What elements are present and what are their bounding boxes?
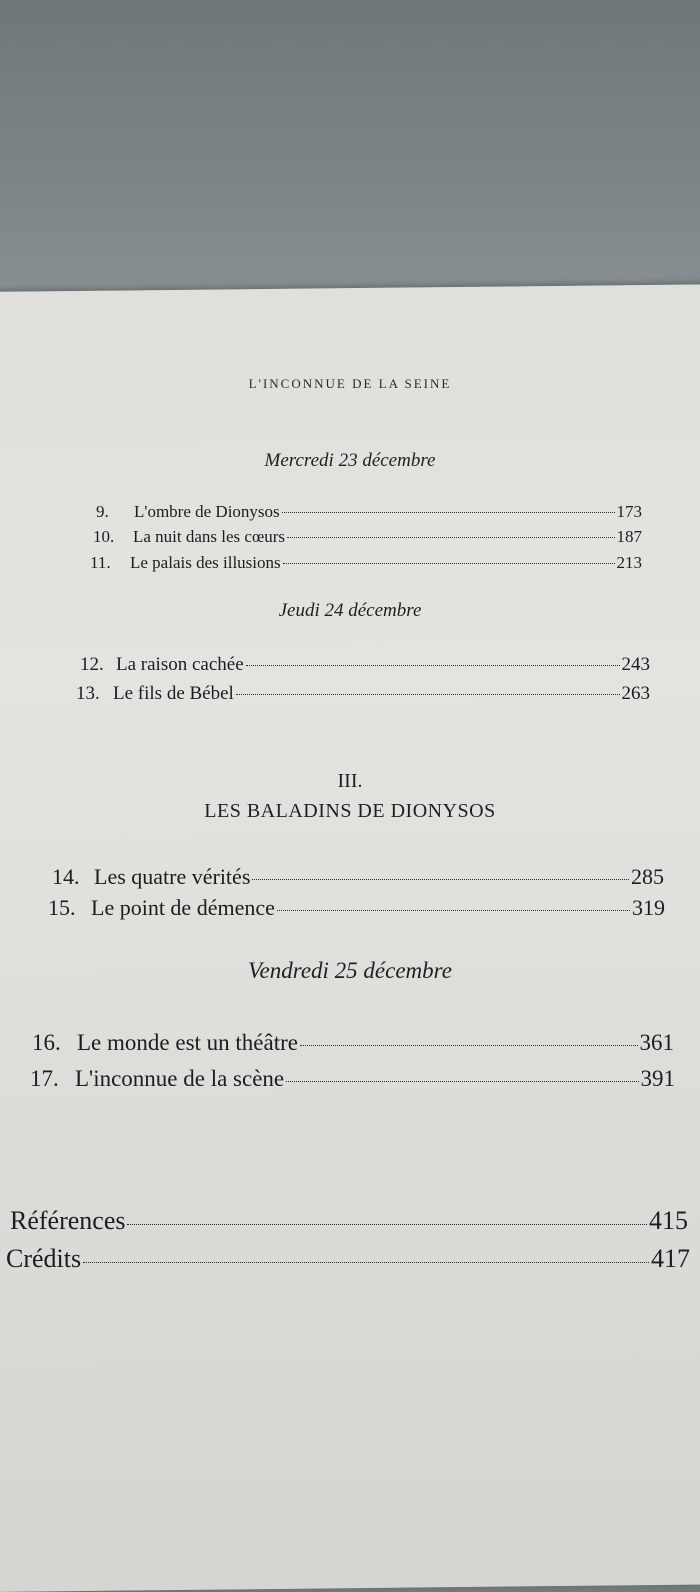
toc-entry-12 bbox=[80, 654, 650, 676]
dot-leader bbox=[283, 563, 615, 564]
entry-number: 16. bbox=[32, 1030, 61, 1055]
entry-title: Les quatre vérités bbox=[94, 864, 251, 889]
entry-number: 12. bbox=[80, 654, 104, 675]
dot-leader bbox=[287, 537, 614, 538]
toc-entry-9 bbox=[96, 502, 642, 522]
dot-leader bbox=[282, 512, 615, 513]
entry-title: Le fils de Bébel bbox=[113, 683, 234, 704]
entry-page-number: 213 bbox=[616, 553, 642, 572]
toc-entry-credits bbox=[6, 1244, 690, 1274]
entry-number: 11. bbox=[90, 553, 111, 572]
section-heading-vendredi: Vendredi 25 décembre bbox=[248, 958, 452, 983]
entry-page-number: 173 bbox=[616, 502, 642, 521]
entry-page-number: 415 bbox=[649, 1206, 688, 1235]
toc-entry-14 bbox=[52, 864, 664, 890]
entry-page-number: 187 bbox=[616, 527, 642, 546]
toc-entry-10 bbox=[93, 527, 642, 547]
entry-title: La raison cachée bbox=[116, 654, 244, 675]
toc-entry-references bbox=[10, 1206, 688, 1236]
entry-number: 14. bbox=[52, 864, 80, 889]
entry-number: 17. bbox=[30, 1066, 59, 1091]
dot-leader bbox=[300, 1045, 638, 1046]
entry-page-number: 285 bbox=[631, 864, 664, 889]
entry-title: Crédits bbox=[6, 1244, 82, 1273]
part-title: LES BALADINS DE DIONYSOS bbox=[204, 800, 496, 822]
book-page bbox=[0, 284, 700, 1592]
entry-page-number: 319 bbox=[632, 895, 665, 920]
entry-title: L'inconnue de la scène bbox=[75, 1066, 285, 1091]
part-number: III. bbox=[337, 770, 363, 792]
entry-number: 10. bbox=[93, 527, 115, 546]
dot-leader bbox=[83, 1262, 649, 1263]
dot-leader bbox=[286, 1081, 638, 1082]
toc-entry-13 bbox=[76, 683, 650, 705]
entry-title: Références bbox=[10, 1206, 126, 1235]
entry-page-number: 391 bbox=[640, 1066, 675, 1091]
dot-leader bbox=[252, 879, 629, 880]
entry-page-number: 417 bbox=[651, 1244, 690, 1273]
entry-title: L'ombre de Dionysos bbox=[134, 502, 280, 521]
entry-page-number: 263 bbox=[621, 683, 650, 704]
toc-entry-16 bbox=[32, 1030, 674, 1056]
entry-page-number: 243 bbox=[621, 654, 650, 675]
entry-title: Le monde est un théâtre bbox=[77, 1030, 298, 1055]
dot-leader bbox=[246, 665, 620, 666]
entry-number: 15. bbox=[48, 895, 76, 920]
entry-number: 13. bbox=[76, 683, 100, 704]
entry-title: La nuit dans les cœurs bbox=[133, 527, 286, 546]
section-heading-mercredi: Mercredi 23 décembre bbox=[264, 450, 436, 471]
dot-leader bbox=[277, 910, 630, 911]
section-heading-jeudi: Jeudi 24 décembre bbox=[278, 600, 422, 621]
entry-page-number: 361 bbox=[639, 1030, 674, 1055]
dot-leader bbox=[236, 694, 620, 695]
entry-number: 9. bbox=[96, 502, 109, 521]
dot-leader bbox=[127, 1224, 647, 1225]
entry-title: Le point de démence bbox=[91, 895, 275, 920]
running-head: L'INCONNUE DE LA SEINE bbox=[248, 376, 452, 391]
entry-title: Le palais des illusions bbox=[130, 553, 281, 572]
toc-entry-15 bbox=[48, 895, 665, 921]
toc-entry-11 bbox=[90, 553, 642, 573]
toc-entry-17 bbox=[30, 1066, 675, 1092]
